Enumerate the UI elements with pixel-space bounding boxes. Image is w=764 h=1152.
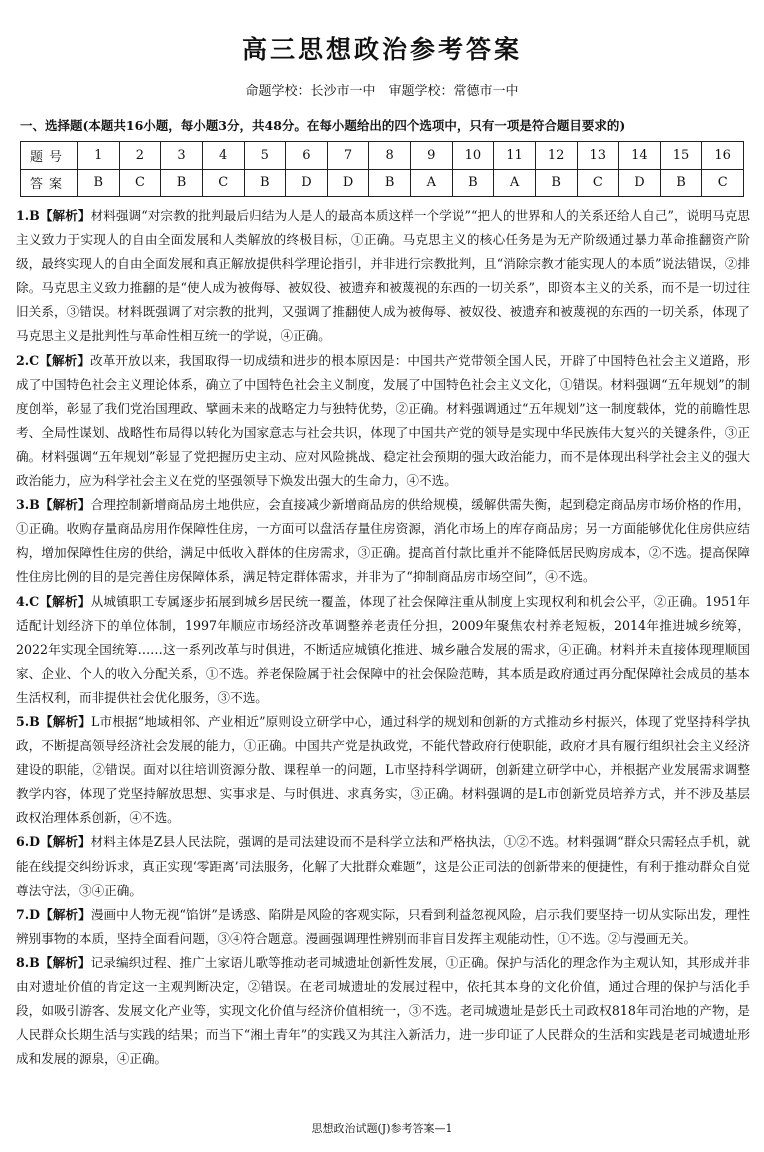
answer-cell: A bbox=[411, 169, 453, 197]
question-number-cell: 13 bbox=[577, 142, 619, 170]
answer-cell: C bbox=[577, 169, 619, 197]
explanation-number: 7.D bbox=[16, 906, 41, 922]
explanation-number: 5.B bbox=[16, 713, 40, 729]
explanation-item bbox=[16, 493, 750, 589]
explanation-number: 6.D bbox=[16, 834, 41, 850]
question-number-label: 题号 bbox=[21, 142, 78, 170]
question-number-row bbox=[21, 142, 744, 170]
explanation-text: 改革开放以来，我国取得一切成绩和进步的根本原因是：中国共产党带领全国人民，开辟了中国特色社会主义道路，形成了中国特色社会主义理论体系，确立了中国特色社会主义制度，发展了中国特色社会主义文化，①错误。材料强调“五年规划”的制度创举，彰显了我们党治国理政、擘画未来的战略定力与独特优势，②正确。材料强调通过“五年规划”这一制度载体，党的前瞻性思考、全局性谋划、战略性布局得以转化为国家意志与社会共识，体现了中国共产党的领导是实现中华民族伟大复兴的关键条件，③正确。材料强调“五年规划”彰显了党把握历史主动、应对风险挑战、稳定社会预期的强大政治能力，而不是体现出科学社会主义的强大政治能力，应为科学社会主义在党的坚强领导下焕发出强大的生命力，④不选。 bbox=[16, 352, 751, 489]
explanation-number: 3.B bbox=[16, 497, 40, 513]
explanation-item bbox=[16, 830, 750, 902]
answer-cell: C bbox=[202, 169, 244, 197]
explanation-tag: 【解析】 bbox=[39, 208, 91, 223]
question-number-cell: 5 bbox=[244, 142, 286, 170]
answer-cell: C bbox=[119, 169, 161, 197]
page-subtitle: 命题学校：长沙市一中 审题学校：常德市一中 bbox=[245, 84, 519, 99]
question-number-cell: 16 bbox=[702, 142, 744, 170]
answer-cell: A bbox=[494, 169, 536, 197]
answer-cell: B bbox=[369, 169, 411, 197]
explanation-text: 合理控制新增商品房土地供应，会直接减少新增商品房的供给规模，缓解供需失衡，起到稳定商品房市场价格的作用，①正确。收购存量商品房用作保障性住房，一方面可以盘活存量住房资源，消化市场上的库存商品房；另一方面能够优化住房供应结构，增加保障性住房的供给，满足中低收入群体的住房需求，③正确。提高首付款比重并不能降低居民购房成本，②不选。提高保障性住房比例的目的是完善住房保障体系，满足特定群体需求，并非为了“抑制商品房市场空间”，④不选。 bbox=[16, 497, 751, 585]
explanation-tag: 【解析】 bbox=[40, 834, 91, 850]
explanation-tag: 【解析】 bbox=[39, 497, 91, 513]
answer-cell: B bbox=[78, 169, 120, 197]
question-number-cell: 7 bbox=[327, 142, 369, 170]
explanation-text: 材料强调“对宗教的批判最后归结为人是人的最高本质这样一个学说”“把人的世界和人的关系还给人自己”，说明马克思主义致力于实现人的自由全面发展和人类解放的终极目标，①正确。马克思主义的核心任务是为无产阶级通过暴力革命推翻资产阶级，最终实现人的自由全面发展和真正解放提供科学理论指引，并非进行宗教批判，且“消除宗教才能实现人的本质”说法错误，②排除。马克思主义致力推翻的是“使人成为被侮辱、被奴役、被遗弃和被蔑视的东西的一切关系”，即资本主义的关系，而不是一切过往旧关系，③错误。材料既强调了对宗教的批判，又强调了推翻使人成为被侮辱、被奴役、被遗弃和被蔑视的东西的一切关系，体现了马克思主义是批判性与革命性相互统一的学说，④正确。 bbox=[16, 208, 750, 344]
explanation-number: 1.B bbox=[16, 208, 40, 223]
page-footer: 思想政治试题(J)参考答案—1 bbox=[311, 1122, 453, 1135]
explanation-text: 漫画中人物无视“馅饼”是诱惑、陷阱是风险的客观实际，只看到利益忽视风险，启示我们要坚持一切从实际出发，理性辨别事物的本质，坚持全面看问题，③④符合题意。漫画强调理性辨别而非盲目发挥主观能动性，①不选。②与漫画无关。 bbox=[16, 906, 750, 946]
answer-cell: B bbox=[535, 169, 577, 197]
explanation-item bbox=[16, 710, 750, 830]
explanation-item bbox=[16, 590, 750, 710]
question-number-cell: 11 bbox=[494, 142, 536, 170]
explanation-tag: 【解析】 bbox=[39, 713, 91, 729]
explanation-tag: 【解析】 bbox=[39, 352, 91, 368]
explanation-text: L市根据“地域相邻、产业相近”原则设立研学中心，通过科学的规划和创新的方式推动乡村振兴，体现了党坚持科学执政，不断提高领导经济社会发展的能力，①正确。中国共产党是执政党，不能代替政府行使职能，政府才具有履行组织社会主义经济建设的职能，②错误。面对以往培训资源分散、课程单一的问题，L市坚持科学调研，创新建立研学中心，并根据产业发展需求调整教学内容，体现了党坚持解放思想、实事求是、与时俱进、求真务实，③正确。材料强调的是L市创新党员培养方式，并不涉及基层政权治理体系创新，④不选。 bbox=[16, 713, 750, 826]
answer-cell: B bbox=[660, 169, 702, 197]
explanation-number: 2.C bbox=[16, 352, 40, 368]
question-number-cell: 8 bbox=[369, 142, 411, 170]
section-header: 一、选择题(本题共16小题，每小题3分，共48分。在每小题给出的四个选项中，只有一项是符合题目要求的) bbox=[20, 118, 626, 133]
question-number-cell: 10 bbox=[452, 142, 494, 170]
question-number-cell: 12 bbox=[535, 142, 577, 170]
explanation-item bbox=[16, 349, 750, 494]
question-number-cell: 2 bbox=[119, 142, 161, 170]
answer-cell: B bbox=[244, 169, 286, 197]
explanation-item bbox=[16, 951, 750, 1071]
answer-cell: D bbox=[619, 169, 661, 197]
answer-cell: B bbox=[161, 169, 203, 197]
question-number-cell: 1 bbox=[78, 142, 120, 170]
answer-row bbox=[21, 169, 744, 197]
explanation-tag: 【解析】 bbox=[39, 954, 91, 970]
explanation-number: 4.C bbox=[16, 593, 40, 609]
explanation-text: 记录编织过程、推广土家语儿歌等推动老司城遗址创新性发展，①正确。保护与活化的理念作为主观认知，其形成并非由对遗址价值的肯定这一主观判断决定，②错误。在老司城遗址的发展过程中，依托其本身的文化价值，通过合理的保护与活化手段，如吸引游客、发展文化产业等，实现文化价值与经济价值相统一，③不选。老司城遗址是彭氏土司政权818年司治地的产物，是人民群众长期生活与实践的结果；而当下“湘土青年”的实践又为其注入新活力，进一步印证了人民群众的生活和实践是老司城遗址形成和发展的源泉，④正确。 bbox=[16, 954, 751, 1067]
page-title: 高三思想政治参考答案 bbox=[241, 35, 522, 64]
answer-label: 答案 bbox=[21, 169, 78, 197]
question-number-cell: 9 bbox=[411, 142, 453, 170]
answer-cell: B bbox=[452, 169, 494, 197]
question-number-cell: 3 bbox=[161, 142, 203, 170]
answer-table bbox=[20, 141, 744, 197]
explanation-item bbox=[16, 204, 750, 349]
answer-cell: D bbox=[286, 169, 328, 197]
answer-cell: D bbox=[327, 169, 369, 197]
explanation-text: 从城镇职工专属逐步拓展到城乡居民统一覆盖，体现了社会保障注重从制度上实现权利和机会公平，②正确。1951年适配计划经济下的单位体制，1997年顺应市场经济改革调整养老责任分担，2009年聚焦农村养老短板，2014年推进城乡统筹，2022年实现全国统筹……这一系列改革与时俱进，不断适应城镇化推进、城乡融合发展的需求，④正确。材料并未直接体现理顺国家、企业、个人的收入分配关系，①不选。养老保险属于社会保障中的社会保险范畴，其本质是政府通过再分配保障社会成员的基本生活权利，而非提供社会优化服务，③不选。 bbox=[16, 593, 750, 705]
explanation-list bbox=[16, 204, 750, 1071]
question-number-cell: 6 bbox=[286, 142, 328, 170]
question-number-cell: 14 bbox=[619, 142, 661, 170]
explanation-item bbox=[16, 903, 750, 951]
explanation-tag: 【解析】 bbox=[39, 593, 91, 609]
answer-cell: C bbox=[702, 169, 744, 197]
explanation-text: 材料主体是Z县人民法院，强调的是司法建设而不是科学立法和严格执法，①②不选。材料强调“群众只需轻点手机，就能在线提交纠纷诉求，真正实现‘零距离’司法服务，化解了大批群众难题”，这是公正司法的创新带来的便捷性，有利于推动群众自觉尊法守法，③④正确。 bbox=[16, 834, 750, 898]
explanation-tag: 【解析】 bbox=[40, 906, 91, 922]
question-number-cell: 4 bbox=[202, 142, 244, 170]
explanation-number: 8.B bbox=[16, 954, 40, 970]
question-number-cell: 15 bbox=[660, 142, 702, 170]
